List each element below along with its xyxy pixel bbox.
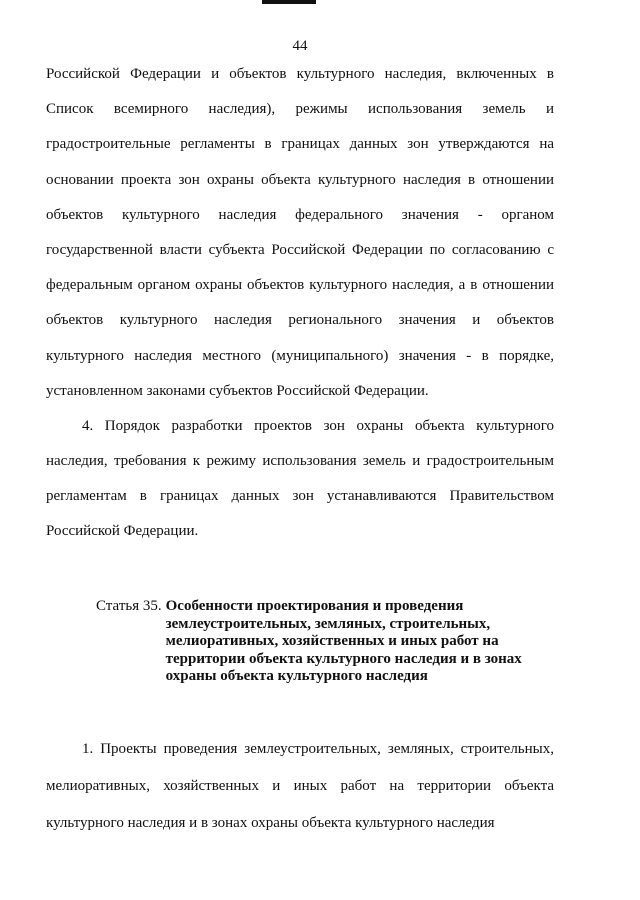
article-heading xyxy=(96,598,556,686)
paragraph-continuation: Российской Федерации и объектов культурного наследия, включенных в Список всемирного наследия), режимы использования земель и градостроительные регламенты в границах данных зон утверждаются на основании проекта зон охраны объекта культурного наследия в отношении объектов культурного наследия федерального значения - органом государственной власти субъекта Российской Федерации по согласованию с федеральным органом охраны объектов культурного наследия, а в отношении объектов культурного наследия регионального значения и объектов культурного наследия местного (муниципального) значения - в порядке, установленном законами субъектов Российской Федерации. xyxy=(46,66,554,399)
paragraph-item-1: 1. Проекты проведения землеустроительных, земляных, строительных, мелиоративных, хозяйственных и иных работ на территории объекта культурного наследия и в зонах охраны объекта культурного наследия xyxy=(46,741,554,831)
article-label: Статья 35. xyxy=(96,598,162,614)
top-edge-mark xyxy=(262,0,316,4)
paragraph-item-4: 4. Порядок разработки проектов зон охраны объекта культурного наследия, требования к режиму использования земель и градостроительным регламентам в границах данных зон устанавливаются Правительством Российской Федерации. xyxy=(46,418,554,539)
page-number: 44 xyxy=(292,38,308,54)
article-title: Особенности проектирования и проведения землеустроительных, земляных, строительных, мелиоративных, хозяйственных и иных работ на территории объекта культурного наследия и в зонах охраны объекта культурного наследия xyxy=(165,598,522,684)
